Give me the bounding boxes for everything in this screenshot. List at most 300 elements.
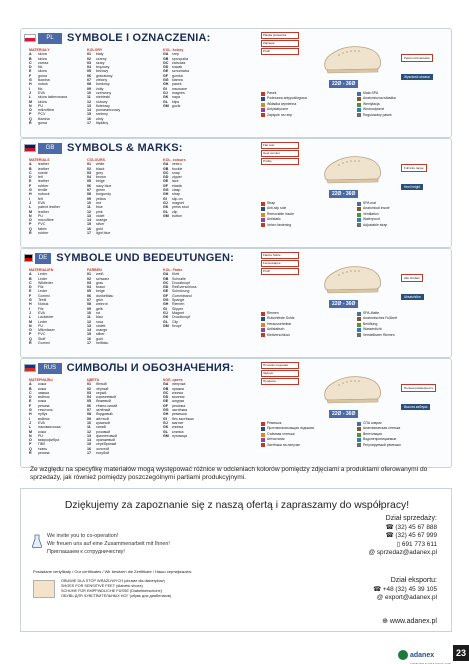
phone-icon: ☎	[385, 523, 396, 531]
legend-row: I felt	[29, 196, 43, 201]
feature-legend-item: Antistatic	[261, 217, 353, 222]
column-header: МАТЕРИАЛЫ	[29, 378, 53, 382]
size-range-label: Alle Größen	[401, 274, 423, 282]
legend-row: Q fabric	[29, 226, 47, 231]
legend-row: GF резинка	[163, 403, 186, 408]
brand-name: adanex	[410, 652, 435, 659]
feature-legend-item: СПА коврик	[357, 421, 449, 426]
colors-column	[87, 378, 163, 455]
feature-symbol-icon	[357, 92, 361, 96]
legend-row: 12 розовый	[87, 429, 111, 434]
feature-legend-item: Pasek	[261, 91, 353, 96]
legend-row: 16 złoty	[87, 116, 104, 121]
legend-row: GC Druckknopf	[163, 280, 191, 285]
legend-row: E Leder	[29, 289, 48, 294]
feature-symbol-icon	[357, 97, 361, 101]
email-icon: @	[368, 549, 377, 557]
sales-mobile: ▯ 691 773 611	[396, 540, 437, 548]
legend-row: 12 rosa	[87, 319, 103, 324]
materials-column	[29, 48, 87, 125]
brand-logo	[398, 644, 451, 664]
feature-symbol-icon	[357, 113, 361, 117]
legend-row: GH pasek	[163, 82, 182, 87]
legend-row: GF Gummiband	[163, 293, 192, 298]
feature-legend-item: Herausnehmbar	[261, 322, 353, 327]
legend-row: GD Reißverschluss	[163, 285, 197, 290]
coop-line-ru: Приглашаем к сотрудничеству!	[47, 549, 125, 555]
cooperation-lines	[47, 532, 170, 556]
legend-row: GM Knopf	[163, 323, 182, 328]
legend-row: P PVC	[29, 222, 46, 227]
legend-row: 12 pink	[87, 209, 103, 214]
legend-row: I войлок	[29, 416, 50, 421]
legend-row: GC кнопка	[163, 390, 184, 395]
heel-height-badge: Высота каблука	[401, 404, 430, 410]
legend-row: A skóra	[29, 52, 47, 57]
feature-legend	[261, 201, 449, 228]
legend-row: N PU	[29, 103, 43, 108]
feature-symbol-icon	[261, 97, 265, 101]
export-phone: ☎ +48 (32) 45 39 105	[373, 585, 437, 593]
legend-row: N PU	[29, 213, 43, 218]
legend-row: E skóra	[29, 69, 47, 74]
legend-row: F резина	[29, 403, 50, 408]
feature-symbol-icon	[261, 92, 265, 96]
legend-row: B Leder	[29, 276, 48, 281]
legend-row: 13 фиолетовый	[87, 433, 117, 438]
legend-row: G tkanina	[29, 78, 50, 83]
legend-row: C Wildleder	[29, 280, 53, 285]
legend-row: 01 biały	[87, 52, 104, 57]
legend-row: GE sznurówka	[163, 69, 190, 74]
legend-row: 06 granatowy	[87, 73, 113, 78]
legend-row: N PU	[29, 323, 43, 328]
legend-row: 08 bordowy	[87, 82, 110, 87]
legend-row: E leather	[29, 179, 49, 184]
column-header: MATERIALS	[29, 158, 50, 162]
feature-legend-item: Wentylacja	[357, 102, 449, 107]
certificate-image	[33, 580, 55, 598]
feature-legend-item: Verstellbarer Riemen	[357, 333, 449, 338]
legend-row: A leather	[29, 162, 49, 167]
legend-row: 07 зелёный	[87, 408, 111, 413]
callout-label: Плоская подошва	[261, 362, 299, 369]
legend-columns	[29, 268, 234, 345]
feature-symbol-icon	[261, 202, 265, 206]
section-title: SYMBOLE I OZNACZENIA:	[67, 32, 211, 44]
legend-row: N PU	[29, 433, 43, 438]
callout-labels	[261, 142, 299, 166]
legend-row: GE lace	[163, 179, 179, 184]
certificates-title: Posiadane certyfikaty / Our certificates / Wir besitzen die Zertifikate / Наши сертификаты	[33, 569, 192, 574]
phone-icon: ☎	[373, 585, 383, 593]
legend-row: O микрофибра	[29, 438, 60, 443]
legend-row: GF gumka	[163, 73, 183, 78]
size-range-label: Полная размерность	[401, 384, 436, 392]
cert-line: SCHUHE FÜR EMPFINDLICHE FÜSSE (Diabetikerschuhe)	[61, 589, 162, 593]
legend-row: 02 чёрный	[87, 386, 109, 391]
language-code: PL	[38, 33, 62, 44]
feature-symbol-icon	[261, 207, 265, 211]
legend-row: GH ремешок	[163, 412, 187, 417]
feature-legend-item: Rutschfeste Sohle	[261, 316, 353, 321]
legend-row: GL Clip	[163, 319, 179, 324]
coop-line-en: We invite you to co-operation!	[47, 533, 119, 539]
legend-row: H nubuck	[29, 192, 50, 197]
callout-label: Flat sole	[261, 142, 299, 149]
legend-row: GK napa	[163, 95, 180, 100]
legend-row: GK Druckknopf	[163, 315, 191, 320]
legend-row: P PVC	[29, 332, 46, 337]
closures-column	[163, 378, 233, 455]
legend-row: GI slip-on	[163, 196, 183, 201]
feature-legend-item: Ремешок	[261, 421, 353, 426]
export-label: Dział eksportu:	[390, 577, 437, 584]
column-header: KOL. kolory	[163, 48, 184, 52]
legend-row: GJ magnet	[163, 200, 184, 205]
section-header	[24, 252, 234, 264]
size-range-badge: 22Ø - 36Ø	[329, 300, 358, 308]
legend-row: 07 grün	[87, 298, 104, 303]
feature-legend-item: Anatomisches Fußbett	[357, 316, 449, 321]
legend-row: 10 красный	[87, 420, 110, 425]
size-range-badge: 22Ø - 36Ø	[329, 80, 358, 88]
feature-symbol-icon	[357, 438, 361, 442]
legend-row: 16 gold	[87, 226, 103, 231]
legend-row: GG Spange	[163, 298, 185, 303]
legend-row: GL klips	[163, 99, 180, 104]
heel-height-badge: Wysokość obcasa	[401, 74, 433, 80]
legend-row: GB buckle	[163, 166, 183, 171]
feature-symbol-icon	[261, 443, 265, 447]
column-header: KOL. Farbe	[163, 268, 183, 272]
legend-row: GF elastic	[163, 183, 183, 188]
legend-row: 07 zielony	[87, 78, 108, 83]
language-code: GB	[38, 143, 62, 154]
flag-icon	[24, 364, 36, 372]
feature-symbol-icon	[357, 223, 361, 227]
size-range-label: Pełna rozmiarówka	[401, 54, 433, 62]
mobile-icon: ▯	[396, 540, 402, 548]
feature-legend-item: Waterproof	[357, 217, 449, 222]
legend-row: A Leder	[29, 272, 48, 277]
sales-email[interactable]: @ sprzedaz@adanex.pl	[368, 549, 437, 557]
phone-icon: ☎	[385, 532, 396, 540]
column-header: FARBEN	[87, 268, 102, 272]
legend-row: GH strap	[163, 192, 180, 197]
feature-legend-item: Противоскользящая подошва	[261, 426, 353, 431]
section-title: SYMBOLS & MARKS:	[67, 142, 183, 154]
feature-symbol-icon	[357, 317, 361, 321]
feature-symbol-icon	[261, 433, 265, 437]
feature-legend-item: Antistatisch	[261, 327, 353, 332]
legend-row: GD молния	[163, 395, 185, 400]
thanks-heading: Dziękujemy za zapoznanie się z naszą ofertą i zapraszamy do współpracy!	[64, 500, 410, 511]
legend-row: 14 orange	[87, 328, 108, 333]
section-header	[24, 142, 234, 154]
legend-row: GA липучка	[163, 382, 186, 387]
legend-row: GE шнурки	[163, 399, 185, 404]
legend-row: 15 silver	[87, 222, 105, 227]
feature-symbol-icon	[357, 433, 361, 437]
legend-row: 03 серый	[87, 390, 107, 395]
feature-legend-item: Velcro fastening	[261, 223, 353, 228]
legend-row: M Leder	[29, 319, 48, 324]
sales-department	[327, 515, 437, 558]
closures-column	[163, 268, 233, 345]
closures-column	[163, 48, 233, 125]
feature-symbol-icon	[357, 333, 361, 337]
feature-symbol-icon	[357, 207, 361, 211]
clog-image	[321, 371, 383, 405]
legend-row: D felt	[29, 175, 43, 180]
feature-legend-item: Ventilation	[357, 212, 449, 217]
legend-row: 07 green	[87, 188, 106, 193]
legend-row: Q Stoff	[29, 336, 46, 341]
feature-symbol-icon	[357, 108, 361, 112]
size-range-badge: 22Ø - 36Ø	[329, 410, 358, 418]
column-header: ЦВЕТА	[87, 378, 100, 382]
legend-row: 08 burgundy	[87, 192, 111, 197]
legend-row: GK press stud	[163, 205, 189, 210]
heel-height-badge: Heel height	[401, 184, 423, 190]
sales-label: Dział sprzedaży:	[385, 515, 437, 522]
sales-phone-2: ☎ (32) 45 67 999	[385, 532, 437, 540]
legend-row: 13 fioletowy	[87, 103, 110, 108]
legend-row: M кожа	[29, 429, 46, 434]
legend-row: B skóra	[29, 56, 47, 61]
size-range-badge: 22Ø - 36Ø	[329, 190, 358, 198]
brand-tagline: COMFORT SHOES SINCE 1990	[410, 662, 451, 664]
legend-row: 09 żółty	[87, 86, 104, 91]
legend-row: 04 braun	[87, 285, 106, 290]
legend-row: GC zatrzask	[163, 60, 186, 65]
callout-labels	[261, 32, 299, 56]
legend-row: D Filz	[29, 285, 44, 290]
legend-row: C замша	[29, 390, 49, 395]
heel-height-badge: Absatzhöhe	[401, 294, 424, 300]
feature-symbol-icon	[261, 427, 265, 431]
brand-mark-icon	[398, 650, 408, 660]
callout-label: Flache Sohle	[261, 252, 299, 259]
legend-row: 01 weiß	[87, 272, 104, 277]
export-department	[327, 577, 437, 603]
lab-icon	[32, 534, 42, 548]
feature-symbol-icon	[261, 438, 265, 442]
legend-row: H нубук	[29, 412, 48, 417]
feature-legend-item: Застёжка на липучке	[261, 443, 353, 448]
legend-row: GD suwak	[163, 65, 183, 70]
legend-row: 01 white	[87, 162, 105, 167]
feature-legend-item: Podeszwa antypoślizgowa	[261, 96, 353, 101]
legend-row: 05 бежевый	[87, 399, 111, 404]
legend-row: 11 синий	[87, 425, 106, 430]
clog-image	[321, 261, 383, 295]
feature-legend-item: Mata SPA	[357, 91, 449, 96]
legend-row: R rubber	[29, 231, 49, 236]
feature-legend-item: Regulowany pasek	[357, 113, 449, 118]
feature-symbol-icon	[357, 103, 361, 107]
legend-row: I Filz	[29, 306, 44, 311]
certificate-list	[61, 579, 171, 599]
globe-icon: ⊕	[382, 618, 390, 625]
column-header: KOL. colours	[163, 158, 186, 162]
feature-symbol-icon	[261, 323, 265, 327]
legend-row: 02 schwarz	[87, 276, 110, 281]
legend-row: GI Slipper	[163, 306, 184, 311]
legend-row: GL клипса	[163, 429, 184, 434]
legend-row: GI wsuwane	[163, 86, 187, 91]
feature-legend	[261, 91, 449, 118]
legend-row: GM button	[163, 213, 182, 218]
feature-legend-item: Wodoodporne	[357, 107, 449, 112]
legend-row: GJ Magnet	[163, 310, 184, 315]
export-email[interactable]: @ export@adanex.pl	[376, 594, 437, 602]
legend-row: GB sprzączka	[163, 56, 189, 61]
feature-symbol-icon	[357, 427, 361, 431]
feature-legend-item: SPA-Matte	[357, 311, 449, 316]
contact-panel	[20, 488, 452, 632]
legend-row: 17 błękitny	[87, 121, 109, 126]
legend-row: G текстиль	[29, 408, 53, 413]
legend-row: H nubuk	[29, 82, 48, 87]
legend-row: M skóra	[29, 99, 47, 104]
feature-legend-item: Adjustable strap	[357, 223, 449, 228]
legend-row: 03 szary	[87, 60, 105, 65]
callout-label: Профиль	[261, 378, 299, 385]
clog-image	[321, 41, 383, 75]
section-header	[24, 32, 234, 44]
sales-phone-1: ☎ (32) 45 67 888	[385, 523, 437, 531]
feature-legend-item: Riemen	[261, 311, 353, 316]
feature-symbol-icon	[261, 328, 265, 332]
legend-row: GA velcro	[163, 162, 182, 167]
legend-row: 13 violett	[87, 323, 106, 328]
legend-row: GD zipper	[163, 175, 182, 180]
legend-row: 15 серебряный	[87, 442, 117, 447]
color-disclaimer: Ze względu na specyfikę materiałów mogą występować różnice w odcieniach kolorów pomiędzy zdjęciami a produktami oferowanymi do sprzedaży, jak również pomiędzy poszczególnymi partiami produkcyjnymi.	[30, 466, 428, 481]
legend-row: F rubber	[29, 183, 49, 188]
section-title: СИМВОЛЫ И ОБОЗНАЧЕНИЯ:	[66, 362, 234, 374]
feature-symbol-icon	[357, 202, 361, 206]
feature-legend	[261, 311, 449, 338]
legend-row: J EVA	[29, 200, 45, 205]
legend-row: D filc	[29, 65, 43, 70]
feature-symbol-icon	[261, 333, 265, 337]
legend-row: 17 голубой	[87, 451, 110, 456]
legend-row: 08 weinrot	[87, 302, 108, 307]
feature-legend-item: Регулируемый ремешок	[357, 443, 449, 448]
feature-symbol-icon	[357, 323, 361, 327]
colors-column	[87, 268, 163, 345]
callout-label: Profil	[261, 48, 299, 55]
feature-symbol-icon	[261, 113, 265, 117]
legend-row: E кожа	[29, 399, 46, 404]
legend-row: GB пряжка	[163, 386, 184, 391]
callout-label: Profil	[261, 268, 299, 275]
legend-row: 09 жёлтый	[87, 416, 109, 421]
legend-row: Q tkanina	[29, 116, 50, 121]
legend-row: GI без застёжки	[163, 416, 194, 421]
legend-row: B кожа	[29, 386, 46, 391]
feature-symbol-icon	[357, 422, 361, 426]
legend-row: A кожа	[29, 382, 46, 387]
materials-column	[29, 158, 87, 235]
callout-label: Heel counter	[261, 150, 299, 157]
website-link[interactable]: ⊕ www.adanex.pl	[382, 618, 437, 625]
feature-symbol-icon	[357, 213, 361, 217]
symbols-section-de	[20, 248, 452, 358]
feature-legend-item: Anatomiczna wkładka	[357, 96, 449, 101]
materials-column	[29, 378, 87, 455]
legend-row: 04 brązowy	[87, 65, 110, 70]
legend-row: O Mikrofaser	[29, 328, 55, 333]
feature-symbol-icon	[357, 328, 361, 332]
legend-row: J EVA	[29, 310, 45, 315]
legend-row: 03 grau	[87, 280, 104, 285]
legend-row: GM guzik	[163, 103, 181, 108]
colors-column	[87, 48, 163, 125]
legend-row: D войлок	[29, 395, 50, 400]
legend-row: L patent leather	[29, 205, 60, 210]
legend-row: 10 red	[87, 200, 102, 205]
feature-symbol-icon	[261, 108, 265, 112]
legend-row: 09 yellow	[87, 196, 106, 201]
legend-row: 06 тёмно-синий	[87, 403, 118, 408]
legend-row: 08 бордовый	[87, 412, 113, 417]
feature-legend-item: Wkładka wymienna	[261, 102, 353, 107]
legend-row: 03 grey	[87, 170, 103, 175]
legend-row: G Textil	[29, 298, 47, 303]
feature-legend-item: Antystatyczne	[261, 107, 353, 112]
legend-row: 13 violet	[87, 213, 105, 218]
legend-row: 05 beige	[87, 179, 105, 184]
feature-legend-item: Анатомическая стелька	[357, 426, 449, 431]
feature-legend-item: Zapięcie na rzep	[261, 113, 353, 118]
flag-icon	[24, 254, 33, 262]
legend-row: 02 czarny	[87, 56, 107, 61]
legend-row: R Gummi	[29, 341, 50, 346]
symbols-section-pl	[20, 28, 452, 138]
legend-row: F guma	[29, 73, 47, 78]
section-header	[24, 362, 234, 374]
legend-row: 05 beige	[87, 289, 105, 294]
legend-row: GG застёжка	[163, 408, 188, 413]
legend-row: P PCV	[29, 112, 46, 117]
feature-symbol-icon	[261, 223, 265, 227]
callout-label: Profile	[261, 158, 299, 165]
language-code: RUS	[38, 363, 62, 374]
callout-label: Zapiętek	[261, 40, 299, 47]
callout-label: Задник	[261, 370, 299, 377]
feature-symbol-icon	[261, 103, 265, 107]
feature-legend-item: Wasserdicht	[357, 327, 449, 332]
email-icon: @	[376, 594, 386, 602]
column-header: COLOURS	[87, 158, 105, 162]
legend-row: 17 hellblau	[87, 341, 109, 346]
language-code: DE	[35, 253, 51, 264]
legend-row: GJ магнит	[163, 420, 184, 425]
legend-row: GH Riemen	[163, 302, 185, 307]
legend-row: 05 beżowy	[87, 69, 109, 74]
feature-legend-item: Вентиляция	[357, 432, 449, 437]
legend-row: 14 orange	[87, 218, 108, 223]
coop-line-de: Wir freuen uns auf eine Zusammenarbeit mit Ihnen!	[47, 541, 170, 547]
legend-row: H Nubuk	[29, 302, 49, 307]
legend-row: GJ magnes	[163, 90, 185, 95]
feature-legend-item: Strap	[261, 201, 353, 206]
cert-line: SHOES FOR SENSITIVE FEET (diabetic shoes)	[61, 584, 143, 588]
